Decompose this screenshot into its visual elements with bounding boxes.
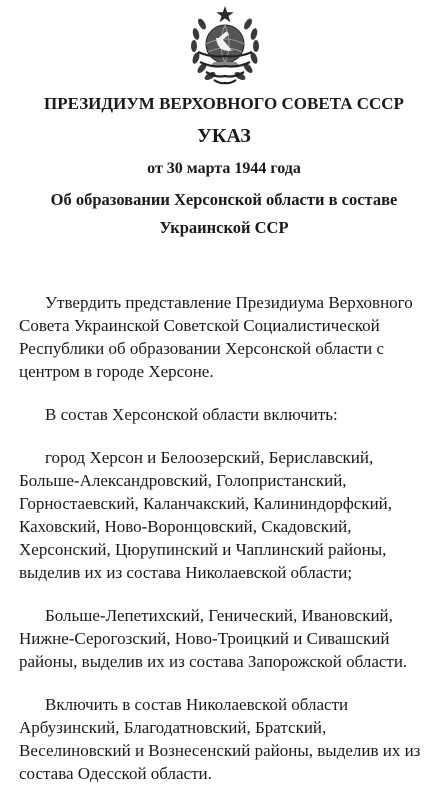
- paragraph-2: В состав Херсонской области включить:: [45, 405, 338, 424]
- ussr-coat-of-arms-icon: [182, 4, 268, 88]
- document-type: УКАЗ: [197, 125, 251, 147]
- document-title-line-2: Украинской ССР: [159, 218, 289, 237]
- paragraph-4: Больше-Лепетихский, Генический, Ивановский, Нижне-Серогозский, Ново-Троицкий и Сивашский районы, выделив их из состава Запорожской области.: [19, 606, 408, 671]
- document-date: от 30 марта 1944 года: [147, 160, 301, 177]
- issuing-body: ПРЕЗИДИУМ ВЕРХОВНОГО СОВЕТА СССР: [44, 94, 404, 113]
- emblem-graphic: [182, 4, 268, 88]
- paragraph-3: город Херсон и Белоозерский, Бериславский, Больше-Александровский, Голопристанский, Горностаевский, Каланчакский, Калининдорфский, Каховский, Ново-Воронцовский, Скадовский, Херсонский, Цюрупинский и Чаплинский районы, выделив их из состава Николаевской области;: [19, 448, 393, 582]
- decree-body: [19, 291, 429, 805]
- paragraph-1: Утвердить представление Президиума Верховного Совета Украинской Советской Социалистической Республики об образовании Херсонской области с центром в городе Херсоне.: [19, 293, 413, 381]
- star-shape: [216, 6, 234, 22]
- document-title-line-1: Об образовании Херсонской области в составе: [50, 190, 398, 209]
- paragraph-5: Включить в состав Николаевской области Арбузинский, Благодатновский, Братский, Веселиновский и Вознесенский районы, выделив их из состава Одесской области.: [19, 695, 421, 783]
